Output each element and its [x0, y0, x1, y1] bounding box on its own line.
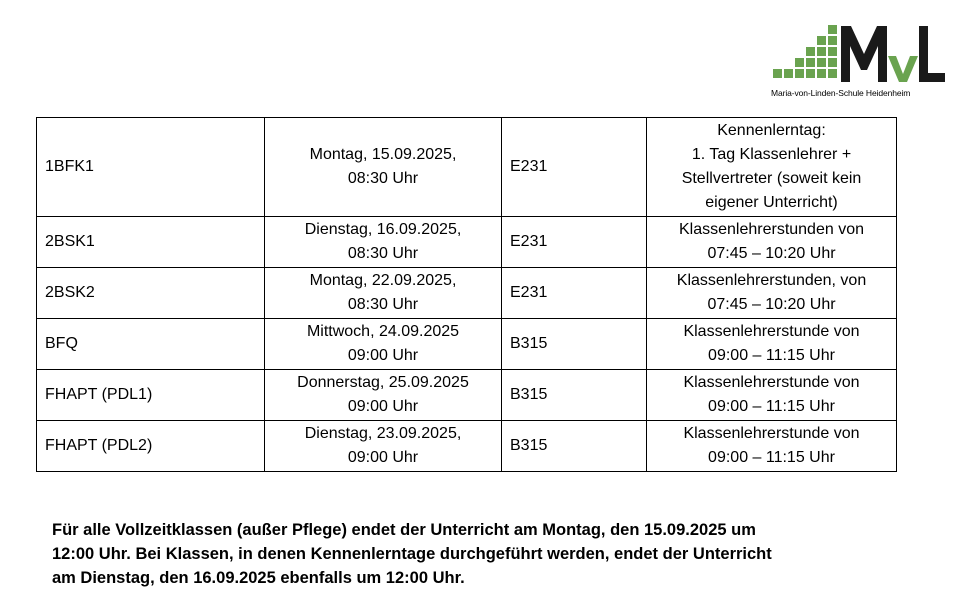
note-line: 09:00 – 11:15 Uhr	[708, 347, 835, 364]
date-line: Dienstag, 16.09.2025,	[304, 221, 462, 238]
logo-letter-v	[888, 56, 918, 82]
date-line: Mittwoch, 24.09.2025	[306, 323, 460, 340]
note-line: 1. Tag Klassenlehrer +	[691, 146, 852, 163]
logo-letter-l	[919, 26, 945, 82]
footer-line: am Dienstag, den 16.09.2025 ebenfalls um 12:00 Uhr.	[52, 569, 465, 587]
note-line: Stellvertreter (soweit kein	[681, 170, 862, 187]
footer-line: Für alle Vollzeitklassen (außer Pflege) endet der Unterricht am Montag, den 15.09.2025 um	[52, 521, 756, 539]
date-cell	[265, 370, 502, 421]
date-cell	[265, 319, 502, 370]
date-cell	[265, 421, 502, 472]
note-line: 09:00 – 11:15 Uhr	[708, 398, 835, 415]
time-line: 08:30 Uhr	[347, 170, 419, 187]
class-cell: FHAPT (PDL2)	[37, 421, 265, 472]
logo-block-staircase	[773, 25, 837, 78]
class-cell: 2BSK1	[37, 217, 265, 268]
note-cell	[647, 370, 897, 421]
table-row	[37, 319, 897, 370]
time-line: 08:30 Uhr	[347, 296, 419, 313]
note-cell	[647, 421, 897, 472]
table-row	[37, 118, 897, 217]
note-cell	[647, 268, 897, 319]
date-cell	[265, 217, 502, 268]
logo-letter-m	[841, 26, 887, 82]
table-row	[37, 217, 897, 268]
table-row	[37, 268, 897, 319]
note-line: 07:45 – 10:20 Uhr	[707, 245, 836, 262]
date-line: Donnerstag, 25.09.2025	[297, 374, 469, 391]
footer-note	[52, 518, 962, 590]
class-cell: BFQ	[37, 319, 265, 370]
time-line: 08:30 Uhr	[347, 245, 419, 262]
time-line: 09:00 Uhr	[347, 347, 419, 364]
time-line: 09:00 Uhr	[347, 449, 419, 466]
note-line: eigener Unterricht)	[705, 194, 838, 211]
class-cell: FHAPT (PDL1)	[37, 370, 265, 421]
time-line: 09:00 Uhr	[347, 398, 419, 415]
table-row	[37, 370, 897, 421]
logo-caption: Maria-von-Linden-Schule Heidenheim	[771, 88, 911, 98]
note-line: 07:45 – 10:20 Uhr	[707, 296, 836, 313]
note-cell	[647, 118, 897, 217]
room-cell: B315	[502, 370, 647, 421]
class-cell: 2BSK2	[37, 268, 265, 319]
note-line: Klassenlehrerstunden, von	[676, 272, 867, 289]
note-line: Klassenlehrerstunde von	[683, 425, 860, 442]
date-cell	[265, 268, 502, 319]
room-cell: E231	[502, 118, 647, 217]
room-cell: E231	[502, 268, 647, 319]
room-cell: B315	[502, 421, 647, 472]
date-line: Montag, 15.09.2025,	[309, 146, 457, 163]
note-cell	[647, 319, 897, 370]
room-cell: E231	[502, 217, 647, 268]
note-line: Klassenlehrerstunde von	[683, 374, 860, 391]
table-row	[37, 421, 897, 472]
room-cell: B315	[502, 319, 647, 370]
class-schedule-table	[36, 117, 897, 472]
note-line: Klassenlehrerstunde von	[683, 323, 860, 340]
class-cell: 1BFK1	[37, 118, 265, 217]
date-line: Montag, 22.09.2025,	[309, 272, 457, 289]
note-cell	[647, 217, 897, 268]
date-cell	[265, 118, 502, 217]
mvl-logo-graphic	[771, 22, 947, 88]
note-line: Kennenlerntag:	[717, 122, 826, 139]
note-line: Klassenlehrerstunden von	[678, 221, 864, 238]
footer-line: 12:00 Uhr. Bei Klassen, in denen Kennenlerntage durchgeführt werden, endet der Unterricht	[52, 545, 772, 563]
note-line: 09:00 – 11:15 Uhr	[708, 449, 835, 466]
date-line: Dienstag, 23.09.2025,	[304, 425, 462, 442]
